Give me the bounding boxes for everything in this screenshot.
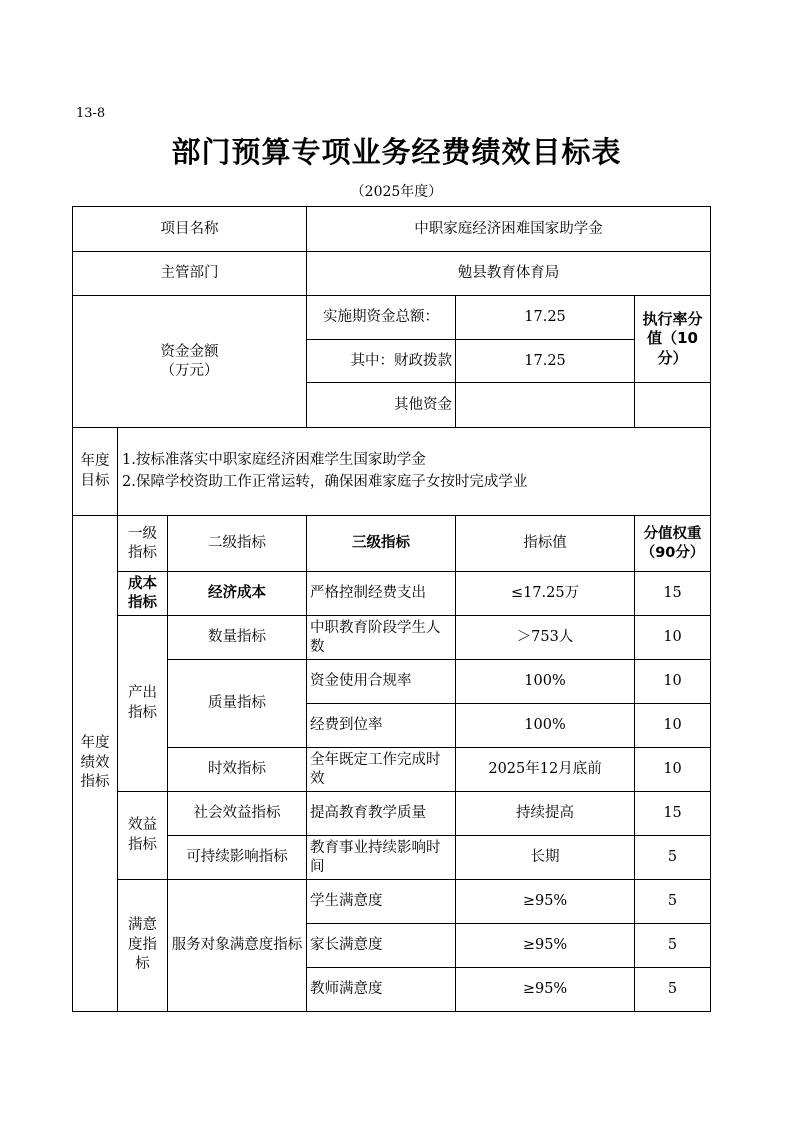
header-level3: 三级指标 (307, 516, 456, 572)
satisfaction-value: ≥95% (456, 968, 635, 1012)
output-quality-row (73, 660, 711, 704)
sustainable-score: 5 (635, 836, 711, 880)
performance-target-table (72, 206, 711, 1012)
funds-total-value: 17.25 (456, 296, 635, 340)
cost-level1: 成本指标 (118, 572, 168, 616)
budget-year: （2025年度） (350, 184, 443, 200)
satisfaction-score: 5 (635, 968, 711, 1012)
annual-goal-label: 年度目标 (73, 428, 118, 516)
output-timeliness-row (73, 748, 711, 792)
funds-total-row (73, 296, 711, 340)
quality-score: 10 (635, 660, 711, 704)
quality-value: 100% (456, 704, 635, 748)
timeliness-value: 2025年12月底前 (456, 748, 635, 792)
satisfaction-item: 教师满意度 (307, 968, 456, 1012)
quality-item: 资金使用合规率 (307, 660, 456, 704)
quantity-item: 中职教育阶段学生人数 (307, 616, 456, 660)
dept-label: 主管部门 (73, 252, 307, 296)
funds-label-line1: 资金金额 (160, 344, 219, 361)
cost-row (73, 572, 711, 616)
funds-other-empty (635, 383, 711, 428)
indicator-header-row (73, 516, 711, 572)
annual-goal-line: 1.按标准落实中职家庭经济困难学生国家助学金 (122, 451, 426, 468)
benefit-level1: 效益指标 (118, 792, 168, 880)
timeliness-item: 全年既定工作完成时效 (307, 748, 456, 792)
cost-item: 严格控制经费支出 (307, 572, 456, 616)
annual-goal-line: 2.保障学校资助工作正常运转，确保困难家庭子女按时完成学业 (122, 473, 528, 490)
page-title: 部门预算专项业务经费绩效目标表 (171, 135, 622, 169)
header-weight: 分值权重（90分） (635, 516, 711, 572)
rate-score: 执行率分值（10分） (635, 296, 711, 383)
project-row (73, 207, 711, 252)
satisfaction-score: 5 (635, 880, 711, 924)
satisfaction-level1: 满意度指标 (118, 880, 168, 1012)
social-score: 15 (635, 792, 711, 836)
quality-value: 100% (456, 660, 635, 704)
cost-level2: 经济成本 (168, 572, 307, 616)
timeliness-score: 10 (635, 748, 711, 792)
header-level2: 二级指标 (168, 516, 307, 572)
satisfaction-value: ≥95% (456, 924, 635, 968)
annual-goal-content (118, 428, 711, 516)
quantity-level2: 数量指标 (168, 616, 307, 660)
funds-label-line2: （万元） (160, 362, 219, 379)
document-code: 13-8 (76, 106, 106, 121)
benefit-social-row (73, 792, 711, 836)
social-item: 提高教育教学质量 (307, 792, 456, 836)
cost-value: ≤17.25万 (456, 572, 635, 616)
satisfaction-item: 学生满意度 (307, 880, 456, 924)
output-level1: 产出指标 (118, 616, 168, 792)
social-level2: 社会效益指标 (168, 792, 307, 836)
header-level1: 一级指标 (118, 516, 168, 572)
cost-score: 15 (635, 572, 711, 616)
funds-other-label: 其他资金 (307, 383, 456, 428)
sustainable-item: 教育事业持续影响时间 (307, 836, 456, 880)
sustainable-value: 长期 (456, 836, 635, 880)
project-label: 项目名称 (73, 207, 307, 252)
quality-score: 10 (635, 704, 711, 748)
funds-total-label: 实施期资金总额： (307, 296, 456, 340)
satisfaction-row (73, 880, 711, 924)
dept-row (73, 252, 711, 296)
quality-level2: 质量指标 (168, 660, 307, 748)
annual-goal-row (73, 428, 711, 516)
satisfaction-score: 5 (635, 924, 711, 968)
funds-label (73, 296, 307, 428)
sustainable-level2: 可持续影响指标 (168, 836, 307, 880)
funds-fiscal-value: 17.25 (456, 340, 635, 383)
quantity-score: 10 (635, 616, 711, 660)
satisfaction-value: ≥95% (456, 880, 635, 924)
timeliness-level2: 时效指标 (168, 748, 307, 792)
social-value: 持续提高 (456, 792, 635, 836)
satisfaction-level2: 服务对象满意度指标 (168, 880, 307, 1012)
satisfaction-item: 家长满意度 (307, 924, 456, 968)
output-quantity-row (73, 616, 711, 660)
funds-other-value (456, 383, 635, 428)
dept-value: 勉县教育体育局 (307, 252, 711, 296)
project-value: 中职家庭经济困难国家助学金 (307, 207, 711, 252)
benefit-sustainable-row (73, 836, 711, 880)
funds-fiscal-label: 其中：财政拨款 (307, 340, 456, 383)
indicator-section-label: 年度绩效指标 (73, 516, 118, 1012)
quantity-value: ＞753人 (456, 616, 635, 660)
header-value: 指标值 (456, 516, 635, 572)
quality-item: 经费到位率 (307, 704, 456, 748)
